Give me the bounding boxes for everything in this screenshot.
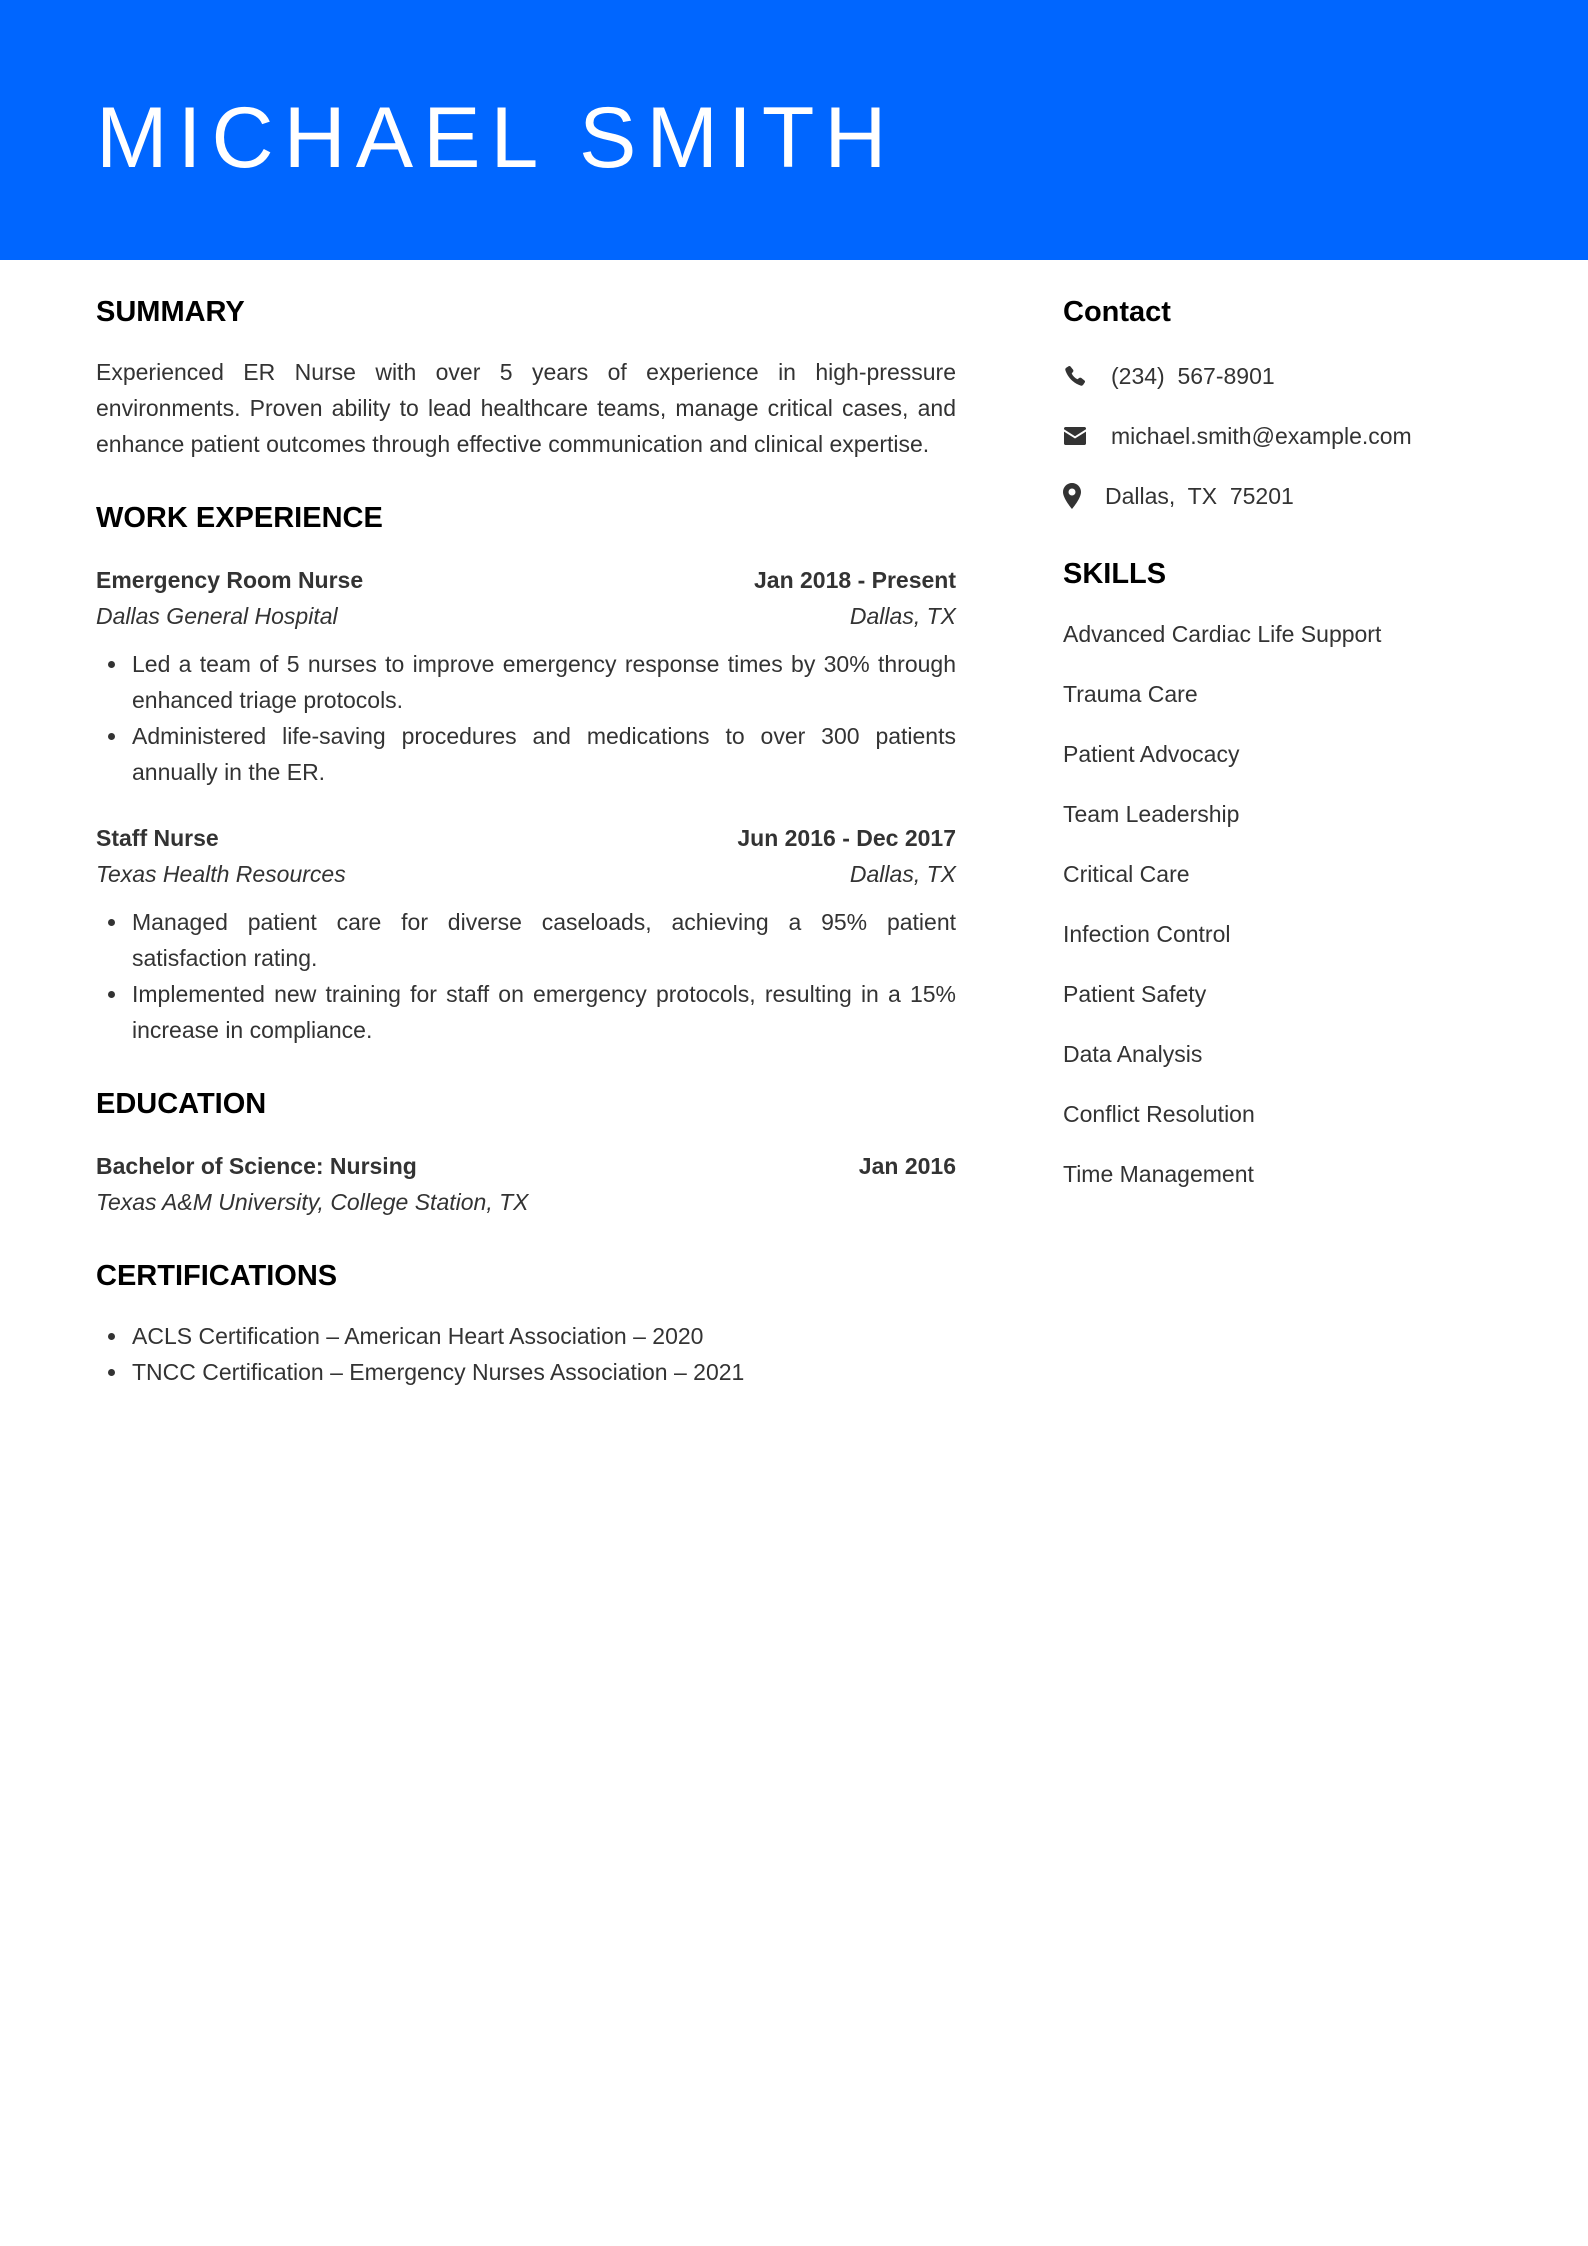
skill-item: Infection Control — [1063, 921, 1231, 947]
contact-phone-text: (234) 567-8901 — [1111, 363, 1275, 389]
education-date: Jan 2016 — [858, 1153, 956, 1179]
skill-item: Team Leadership — [1063, 801, 1240, 827]
job-title: Staff Nurse — [96, 825, 219, 851]
skills-section — [1063, 554, 1523, 1192]
job-bullet: Administered life-saving procedures and medications to over 300 patients annually in the ER. — [96, 718, 956, 790]
job-title: Emergency Room Nurse — [96, 567, 364, 593]
experience-section — [96, 498, 956, 1048]
skills-list — [1063, 616, 1523, 1192]
contact-heading: Contact — [1063, 296, 1171, 328]
certification-item: TNCC Certification – Emergency Nurses Association – 2021 — [96, 1354, 956, 1390]
skill-item: Critical Care — [1063, 861, 1190, 887]
header-banner — [0, 0, 1588, 260]
envelope-icon — [1063, 426, 1111, 446]
education-degree: Bachelor of Science: Nursing — [96, 1153, 417, 1179]
skills-heading: SKILLS — [1063, 558, 1167, 590]
job-bullet: Led a team of 5 nurses to improve emergency response times by 30% through enhanced triage protocols. — [96, 646, 956, 718]
sidebar-column — [1063, 292, 1523, 1216]
skill-item: Patient Advocacy — [1063, 741, 1240, 767]
education-school-row — [96, 1184, 956, 1220]
job-bullet: Managed patient care for diverse caseloads, achieving a 95% patient satisfaction rating. — [96, 904, 956, 976]
job-employer-row — [96, 598, 956, 634]
job-bullets — [96, 646, 956, 790]
job-entry — [96, 820, 956, 1048]
skill-item: Time Management — [1063, 1161, 1254, 1187]
job-employer: Dallas General Hospital — [96, 603, 338, 629]
contact-email — [1063, 418, 1523, 454]
job-dates: Jan 2018 - Present — [753, 567, 956, 593]
job-bullets — [96, 904, 956, 1048]
contact-list — [1063, 358, 1523, 514]
contact-phone — [1063, 358, 1523, 394]
main-column — [96, 292, 956, 1390]
contact-section — [1063, 292, 1523, 514]
summary-text: Experienced ER Nurse with over 5 years of experience in high-pressure environments. Proven ability to lead healthcare teams, manage critical cases, and enhance patient outcomes through effective communication and clinical expertise. — [96, 359, 956, 457]
candidate-name: MICHAEL SMITH — [96, 90, 897, 186]
certifications-section — [96, 1256, 956, 1390]
skill-item: Data Analysis — [1063, 1041, 1203, 1067]
job-title-row — [96, 820, 956, 856]
phone-icon — [1063, 364, 1111, 388]
job-employer: Texas Health Resources — [96, 861, 346, 887]
job-location: Dallas, TX — [849, 603, 956, 629]
contact-email-text: michael.smith@example.com — [1111, 423, 1412, 449]
job-employer-row — [96, 856, 956, 892]
education-section — [96, 1084, 956, 1220]
job-title-row — [96, 562, 956, 598]
contact-location-text: Dallas, TX 75201 — [1105, 483, 1294, 509]
contact-location — [1063, 478, 1523, 514]
education-school: Texas A&M University, College Station, TX — [96, 1189, 529, 1215]
summary-section — [96, 292, 956, 462]
skill-item: Advanced Cardiac Life Support — [1063, 621, 1382, 647]
certification-item: ACLS Certification – American Heart Association – 2020 — [96, 1318, 956, 1354]
job-dates: Jun 2016 - Dec 2017 — [737, 825, 956, 851]
summary-heading: SUMMARY — [96, 296, 245, 328]
experience-heading: WORK EXPERIENCE — [96, 502, 383, 534]
skill-item: Patient Safety — [1063, 981, 1207, 1007]
skill-item: Conflict Resolution — [1063, 1101, 1255, 1127]
skill-item: Trauma Care — [1063, 681, 1198, 707]
certifications-list — [96, 1318, 956, 1390]
education-degree-row — [96, 1148, 956, 1184]
job-location: Dallas, TX — [849, 861, 956, 887]
job-entry — [96, 562, 956, 790]
certifications-heading: CERTIFICATIONS — [96, 1260, 338, 1292]
education-heading: EDUCATION — [96, 1088, 267, 1120]
job-bullet: Implemented new training for staff on emergency protocols, resulting in a 15% increase in compliance. — [96, 976, 956, 1048]
map-pin-icon — [1063, 483, 1105, 509]
education-entry — [96, 1148, 956, 1220]
